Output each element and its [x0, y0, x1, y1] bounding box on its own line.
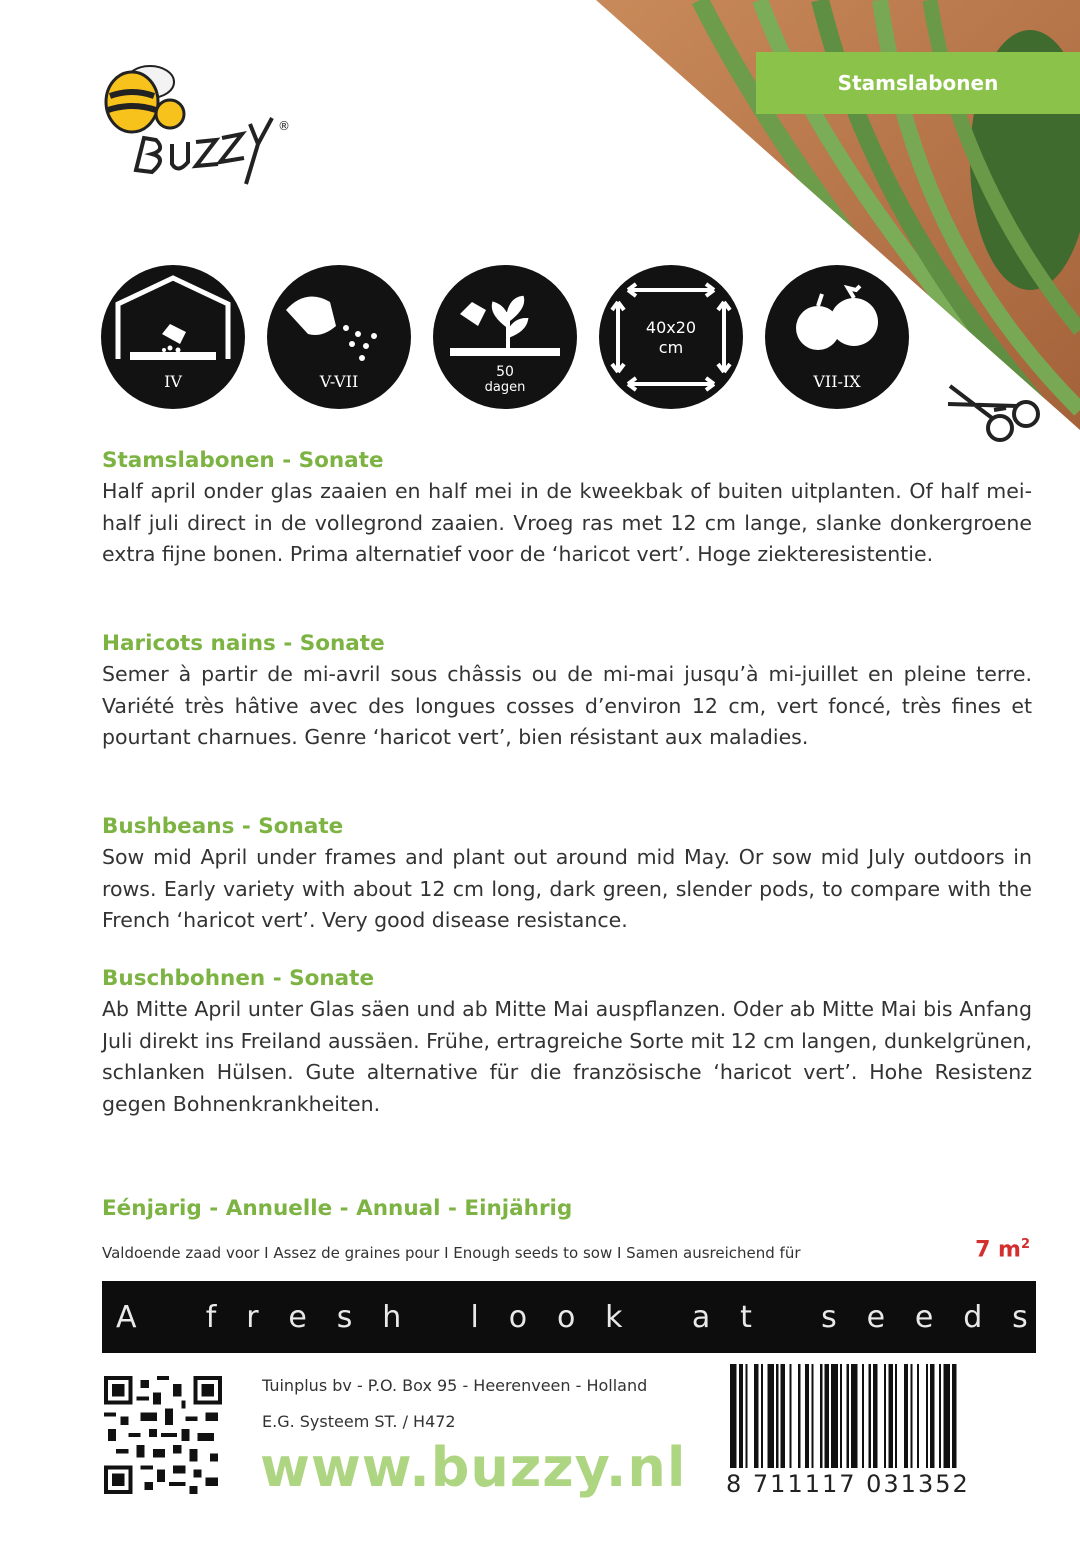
barcode-bar [851, 1364, 858, 1468]
barcode-digits: 8 711117 031352 [726, 1470, 970, 1498]
slogan-bar [102, 1281, 1036, 1353]
area-number: 7 m [975, 1237, 1021, 1263]
barcode-bar [869, 1364, 871, 1468]
section-title: Stamslabonen - Sonate [102, 448, 384, 473]
slogan-letter: e [288, 1299, 307, 1335]
section-title: Bushbeans - Sonate [102, 814, 344, 839]
buzzy-logo [96, 38, 306, 188]
barcode-bar [798, 1364, 800, 1468]
section-french [102, 629, 1032, 754]
slogan-letter: A [116, 1299, 137, 1335]
website-link[interactable]: www.buzzy.nl [260, 1436, 687, 1499]
section-text: Semer à partir de mi-avril sous châssis ou de mi-mai jusqu’à mi-juillet en pleine terre. Variété très hâtive avec des longues cosses d’environ 12 cm, vert foncé, très fines et pourtant charnues. Genre ‘haricot vert’, bien résistant aux maladies. [102, 662, 1032, 749]
section-english [102, 812, 1032, 937]
slogan-letter [166, 1300, 176, 1335]
barcode-bar [926, 1364, 928, 1468]
barcode-bar [805, 1364, 809, 1468]
slogan-letter: o [556, 1299, 576, 1335]
area-value [975, 1237, 1030, 1262]
annual-label: Eénjarig - Annuelle - Annual - Einjährig [102, 1196, 573, 1221]
barcode-bar [781, 1364, 785, 1468]
barcode-bar [825, 1364, 829, 1468]
barcode-bar [873, 1364, 877, 1468]
barcode-bar [745, 1364, 747, 1468]
sowing-hand-icon [266, 264, 412, 410]
registry-code: E.G. Systeem ST. / H472 [262, 1412, 456, 1431]
barcode-bar [895, 1364, 897, 1468]
slogan-letter: h [382, 1299, 402, 1335]
slogan-letter: o [508, 1299, 528, 1335]
icon-label-days-unit: dagen [484, 380, 526, 395]
barcode-bar [754, 1364, 758, 1468]
icon-label-spacing-unit: cm [658, 338, 684, 357]
enough-seeds-line [102, 1237, 1032, 1263]
slogan-letter [431, 1300, 441, 1335]
section-german [102, 964, 1032, 1120]
slogan-letter: s [821, 1299, 837, 1335]
section-text: Ab Mitte April unter Glas säen und ab Mitte Mai auspflanzen. Oder ab Mitte Mai bis Anfang Juli direkt ins Freiland aussäen. Frühe, ertragreiche Sorte mit 12 cm langen, dunkelgrünen, schlanken Hülsen. Gute alternative für die französische ‘haricot vert’. Hohe Resistenz gegen Bohnenkrankheiten. [102, 997, 1032, 1116]
section-title: Haricots nains - Sonate [102, 631, 385, 656]
slogan-letter: t [740, 1299, 752, 1335]
icon-label-days: 50 [496, 364, 514, 380]
icon-label-spacing: 40x20 [645, 318, 697, 337]
slogan-letter: k [605, 1299, 623, 1335]
scissors-icon [944, 362, 1044, 452]
barcode-bar [840, 1364, 842, 1468]
barcode-bar [789, 1364, 791, 1468]
harvest-icon [764, 264, 910, 410]
company-address: Tuinplus bv - P.O. Box 95 - Heerenveen - Holland [262, 1376, 648, 1395]
category-banner: Stamslabonen [756, 52, 1080, 114]
barcode-bar [904, 1364, 908, 1468]
barcode-bar [831, 1364, 838, 1468]
barcode-bar [939, 1364, 941, 1468]
section-dutch [102, 446, 1032, 571]
spacing-icon [598, 264, 744, 410]
svg-text:®: ® [278, 119, 290, 133]
qr-code [104, 1376, 222, 1494]
section-title: Buschbohnen - Sonate [102, 966, 375, 991]
slogan-letter [652, 1300, 662, 1335]
barcode-bar [930, 1364, 934, 1468]
section-text: Half april onder glas zaaien en half mei in de kweekbak of buiten uitplanten. Of half mei-half juli direct in de vollegrond zaaien. Vroeg ras met 12 cm lange, slanke donkergroene extra fijne bonen. Prima alternatief voor de ‘haricot vert’. Hoge ziekteresistentie. [102, 479, 1032, 566]
barcode-bar [917, 1364, 919, 1468]
barcode-bar [888, 1364, 892, 1468]
icon-label: V-VII [319, 372, 359, 391]
barcode-bar [820, 1364, 822, 1468]
slogan-letter: r [246, 1299, 259, 1335]
icon-label: VII-IX [813, 372, 861, 391]
barcode-bar [952, 1364, 956, 1468]
greenhouse-sowing-icon [100, 264, 246, 410]
days-to-harvest-icon [432, 264, 578, 410]
slogan-letter: d [963, 1299, 983, 1335]
icon-label: IV [164, 372, 182, 391]
slogan-letter: e [866, 1299, 886, 1335]
section-text: Sow mid April under frames and plant out around mid May. Or sow mid July outdoors in rows. Early variety with about 12 cm long, dark green, slender pods, to compare with the French ‘haricot vert’. Very good disease resistance. [102, 845, 1032, 932]
barcode-bar [811, 1364, 813, 1468]
slogan-letter: l [470, 1299, 479, 1335]
barcode-bar [767, 1364, 774, 1468]
barcode-bar [910, 1364, 912, 1468]
barcode-bar [884, 1364, 886, 1468]
barcode-bar [776, 1364, 778, 1468]
enough-seeds-text: Valdoende zaad voor I Assez de graines pour I Enough seeds to sow I Samen ausreichend für [102, 1244, 801, 1262]
slogan-letter: s [336, 1299, 353, 1335]
barcode-bar [847, 1364, 849, 1468]
slogan-letter: e [914, 1299, 934, 1335]
barcode-bar [862, 1364, 864, 1468]
slogan-letter: s [1012, 1299, 1028, 1335]
area-unit: 2 [1020, 1237, 1030, 1252]
barcode-bar [739, 1364, 743, 1468]
icon-row [100, 264, 920, 414]
slogan-letter [782, 1300, 792, 1335]
barcode-bar [761, 1364, 763, 1468]
slogan-letter: a [691, 1299, 711, 1335]
barcode-bar [943, 1364, 950, 1468]
barcode-bar [730, 1364, 737, 1468]
slogan-letter: f [205, 1299, 217, 1335]
